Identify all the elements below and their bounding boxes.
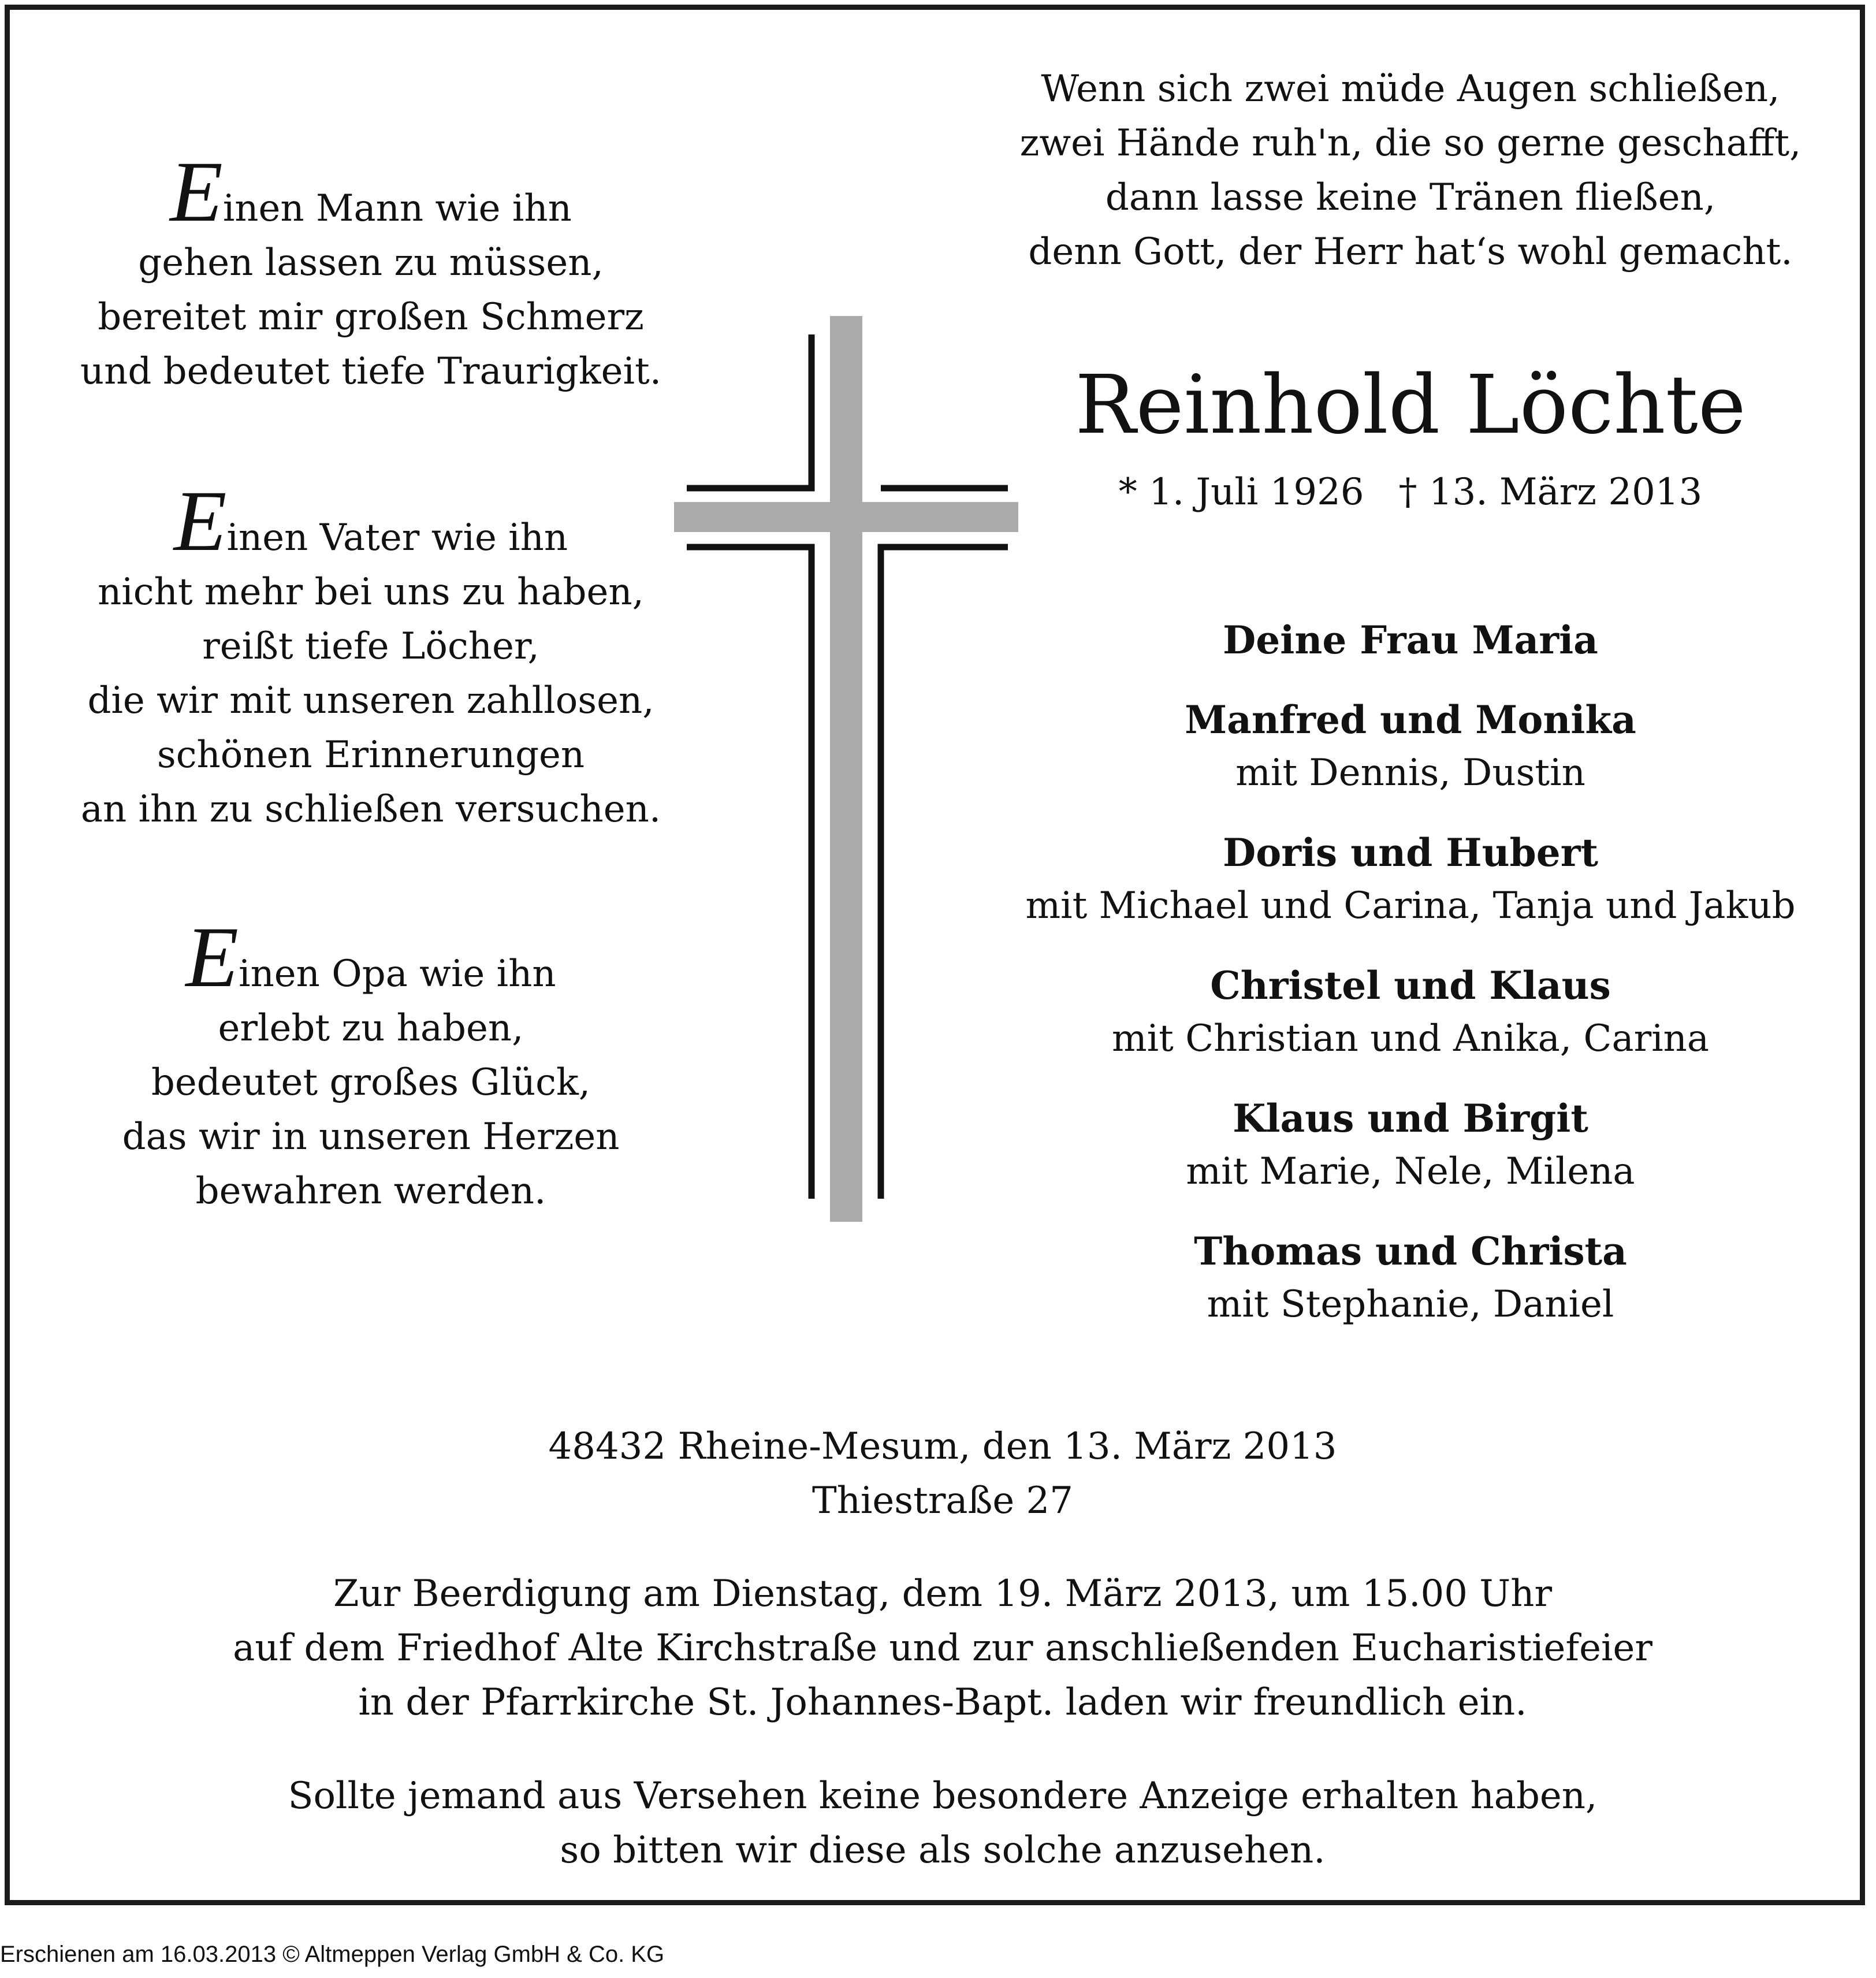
poem-line: das wir in unseren Herzen xyxy=(122,1116,620,1158)
family-sub: mit Marie, Nele, Milena xyxy=(1186,1150,1635,1193)
motto-line: dann lasse keine Tränen fließen, xyxy=(1105,176,1716,219)
poem-line: schönen Erinnerungen xyxy=(157,734,585,776)
notice-line: Sollte jemand aus Versehen keine besondere Anzeige erhalten haben, xyxy=(288,1775,1598,1817)
family-head: Thomas und Christa xyxy=(1194,1229,1627,1274)
notice-text xyxy=(39,1769,1847,1877)
notice-line: so bitten wir diese als solche anzusehen. xyxy=(560,1829,1326,1872)
motto-line: zwei Hände ruh'n, die so gerne geschafft, xyxy=(1019,122,1801,165)
address-block xyxy=(39,1419,1847,1528)
funeral-line: auf dem Friedhof Alte Kirchstraße und zur anschließenden Eucharistiefeier xyxy=(233,1627,1652,1670)
poem-line: die wir mit unseren zahllosen, xyxy=(87,679,654,722)
motto-verse xyxy=(969,62,1852,279)
family-sub: mit Dennis, Dustin xyxy=(1235,752,1585,794)
family-head: Klaus und Birgit xyxy=(1233,1096,1588,1141)
poem-stanza-3 xyxy=(39,909,703,1218)
family-head: Christel und Klaus xyxy=(1210,963,1611,1008)
poem-line: nicht mehr bei uns zu haben, xyxy=(98,571,644,614)
cross-outline-upper xyxy=(687,334,812,488)
birth-date: * 1. Juli 1926 xyxy=(1118,471,1364,514)
poem-stanza-2 xyxy=(39,473,703,836)
funeral-info xyxy=(39,1567,1847,1730)
poem-line: und bedeutet tiefe Traurigkeit. xyxy=(80,350,662,393)
poem-line: erlebt zu haben, xyxy=(218,1007,524,1050)
obituary-frame xyxy=(5,5,1865,1905)
funeral-line: Zur Beerdigung am Dienstag, dem 19. März 2013, um 15.00 Uhr xyxy=(333,1572,1553,1615)
family-group xyxy=(957,1092,1864,1198)
family-group xyxy=(957,1225,1864,1331)
cross-gray-vertical xyxy=(830,316,862,1222)
family-head: Doris und Hubert xyxy=(1222,830,1599,875)
motto-line: Wenn sich zwei müde Augen schließen, xyxy=(1041,68,1780,110)
address-line: 48432 Rheine-Mesum, den 13. März 2013 xyxy=(548,1425,1337,1468)
poem-line: reißt tiefe Löcher, xyxy=(202,625,539,668)
motto-line: denn Gott, der Herr hat‘s wohl gemacht. xyxy=(1028,230,1793,273)
family-sub: mit Michael und Carina, Tanja und Jakub xyxy=(1025,884,1796,927)
family-group xyxy=(957,959,1864,1065)
drop-cap-initial: E xyxy=(185,909,239,1005)
family-group xyxy=(957,826,1864,932)
poem-line: gehen lassen zu müssen, xyxy=(138,241,604,284)
family-sub: mit Stephanie, Daniel xyxy=(1207,1283,1614,1326)
family-group xyxy=(957,693,1864,800)
family-group xyxy=(957,614,1864,667)
family-sub: mit Christian und Anika, Carina xyxy=(1111,1017,1710,1060)
family-head: Manfred und Monika xyxy=(1185,697,1636,742)
life-dates xyxy=(957,466,1864,518)
family-list xyxy=(957,614,1864,1358)
poem-line: Einen Opa wie ihn xyxy=(185,909,556,1005)
poem-line: Einen Vater wie ihn xyxy=(173,473,568,569)
poem-line: bewahren werden. xyxy=(195,1170,546,1213)
funeral-line: in der Pfarrkirche St. Johannes-Bapt. laden wir freundlich ein. xyxy=(358,1681,1527,1724)
poem-stanza-1 xyxy=(39,144,703,399)
poem-line: bedeutet großes Glück, xyxy=(151,1061,591,1104)
publication-credit: Erschienen am 16.03.2013 © Altmeppen Verlag GmbH & Co. KG xyxy=(0,1942,665,1967)
poem-line: Einen Mann wie ihn xyxy=(170,144,572,240)
drop-cap-initial: E xyxy=(170,144,223,240)
address-line: Thiestraße 27 xyxy=(812,1479,1073,1522)
cross-outline-lower xyxy=(687,547,812,1199)
drop-cap-initial: E xyxy=(173,473,227,569)
poem-line: bereitet mir großen Schmerz xyxy=(98,296,644,339)
death-date: † 13. März 2013 xyxy=(1398,471,1703,514)
family-head: Deine Frau Maria xyxy=(1223,618,1598,663)
deceased-name: Reinhold Löchte xyxy=(1075,358,1746,452)
poem-line: an ihn zu schließen versuchen. xyxy=(80,788,661,831)
